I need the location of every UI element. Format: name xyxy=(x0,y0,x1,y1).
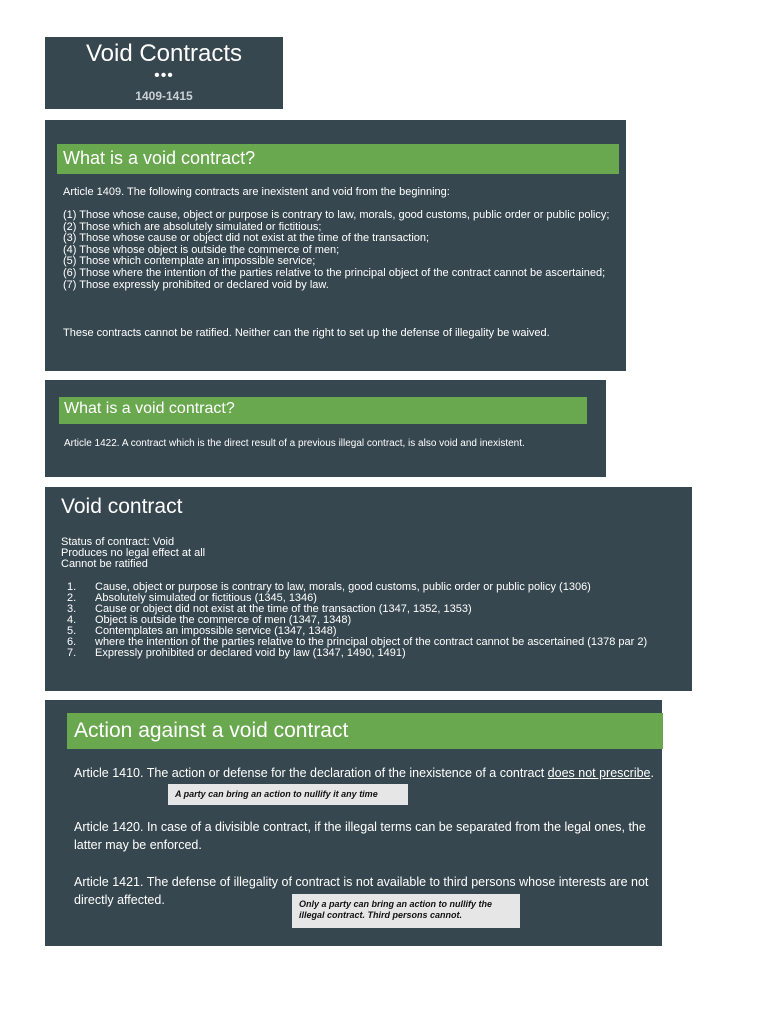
item-number: 2. xyxy=(67,592,77,604)
item-number: 6. xyxy=(67,636,77,648)
slide-heading: Void contract xyxy=(61,495,183,518)
annotation-note: Only a party can bring an action to nullify the illegal contract. Third persons cannot. xyxy=(292,894,520,928)
void-contract-list xyxy=(63,210,618,291)
subtitle: 1409-1415 xyxy=(135,89,193,103)
status-line: Status of contract: Void xyxy=(61,536,175,548)
article-footer: These contracts cannot be ratified. Neither can the right to set up the defense of illegality be waived. xyxy=(63,327,550,339)
list-item xyxy=(59,648,679,659)
slide-article-1409 xyxy=(45,120,626,371)
item-number: 4. xyxy=(67,614,77,626)
item-text: Object is outside the commerce of men (1347, 1348) xyxy=(95,614,352,626)
item-number: 1. xyxy=(67,581,77,593)
numbered-list xyxy=(59,582,679,659)
slide-void-contract-summary xyxy=(45,487,692,691)
article-lead: Article 1409. The following contracts are inexistent and void from the beginning: xyxy=(63,186,450,198)
article-1410 xyxy=(74,764,659,782)
item-number: 5. xyxy=(67,625,77,637)
article-1410-text: Article 1410. The action or defense for the declaration of the inexistence of a contract xyxy=(74,766,548,780)
item-text: where the intention of the parties relative to the principal object of the contract cannot be ascertained (1378 par 2) xyxy=(95,636,648,648)
status-line: Cannot be ratified xyxy=(61,558,148,570)
item-number: 3. xyxy=(67,603,77,615)
item-text: Expressly prohibited or declared void by law (1347, 1490, 1491) xyxy=(95,647,406,659)
status-line: Produces no legal effect at all xyxy=(61,547,206,559)
title-slide xyxy=(45,37,283,109)
slide-heading: What is a void contract? xyxy=(57,144,619,174)
item-text: Absolutely simulated or fictitious (1345, 1346) xyxy=(95,592,317,604)
item-text: Contemplates an impossible service (1347, 1348) xyxy=(95,625,337,637)
annotation-note: A party can bring an action to nullify it any time xyxy=(168,784,408,805)
item-number: 7. xyxy=(67,647,77,659)
article-1420: Article 1420. In case of a divisible contract, if the illegal terms can be separated from the legal ones, the latter may be enforced. xyxy=(74,820,646,852)
title: Void Contracts xyxy=(85,40,243,67)
slide-heading: What is a void contract? xyxy=(59,397,587,424)
list-item: (5) Those which contemplate an impossible service; xyxy=(63,255,316,268)
list-item: (3) Those whose cause or object did not exist at the time of the transaction; xyxy=(63,232,430,245)
item-text: Cause or object did not exist at the time of the transaction (1347, 1352, 1353) xyxy=(95,603,472,615)
slide-heading: Action against a void contract xyxy=(67,713,663,749)
slide-article-1422 xyxy=(45,380,606,477)
status-block xyxy=(61,537,205,570)
title-dots: ••• xyxy=(154,67,174,84)
article-1421: Article 1421. The defense of illegality of contract is not available to third persons whose interests are not directly affected. xyxy=(74,875,649,907)
list-item: (7) Those expressly prohibited or declared void by law. xyxy=(63,278,329,291)
article-body: Article 1422. A contract which is the direct result of a previous illegal contract, is also void and inexistent. xyxy=(64,438,525,449)
list-item: (2) Those which are absolutely simulated or fictitious; xyxy=(63,220,322,233)
list-item: (1) Those whose cause, object or purpose is contrary to law, morals, good customs, public order or public policy; xyxy=(63,209,610,221)
list-item: (6) Those where the intention of the parties relative to the principal object of the contract cannot be ascertained; xyxy=(63,266,606,279)
article-1410-end: . xyxy=(650,766,654,780)
item-text: Cause, object or purpose is contrary to law, morals, good customs, public order or public policy (1306) xyxy=(95,581,591,593)
slide-action-against-void-contract xyxy=(45,700,662,946)
underlined-phrase: does not prescribe xyxy=(547,766,651,780)
list-item: (4) Those whose object is outside the commerce of men; xyxy=(63,243,340,256)
